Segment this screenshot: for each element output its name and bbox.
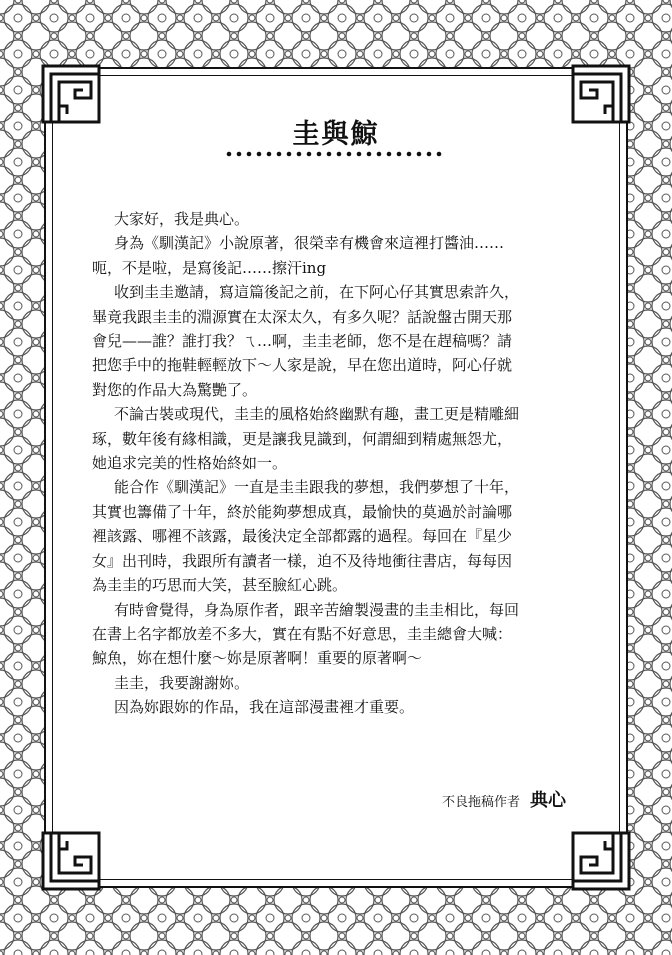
body-line: 女』出刊時，我跟所有讀者一樣，迫不及待地衝往書店，每每因: [92, 551, 513, 570]
author-signature: [442, 786, 566, 812]
body-line: 琢，數年後有緣相識，更是讓我見識到，何謂細到精處無怨尤，: [92, 429, 513, 448]
afterword-body: [92, 207, 584, 720]
body-line: 大家好，我是典心。: [114, 210, 250, 228]
body-line: 畢竟我跟圭圭的淵源實在太深太久，有多久呢？話說盤古開天那: [92, 307, 513, 326]
body-line: 有時會覺得，身為原作者，跟辛苦繪製漫畫的圭圭相比，每回: [114, 600, 520, 619]
body-line: 收到圭圭邀請，寫這篇後記之前，在下阿心仔其實思索許久，: [114, 283, 520, 302]
body-line: 鯨魚，妳在想什麼～妳是原著啊！重要的原著啊～: [92, 649, 423, 668]
title-dotted-divider: [226, 148, 448, 160]
signature-name: 典心: [530, 790, 566, 811]
body-line: 不論古裝或現代，圭圭的風格始終幽默有趣，畫工更是精雕細: [114, 405, 520, 424]
body-line: 呃，不是啦，是寫後記……擦汗ing: [92, 258, 327, 277]
body-line: 能合作《馴漢記》一直是圭圭跟我的夢想，我們夢想了十年，: [114, 478, 520, 497]
body-line: 因為妳跟妳的作品，我在這部漫畫裡才重要。: [114, 698, 415, 717]
corner-ornament-bottom-right: [570, 830, 632, 892]
body-line: 會兒——誰？誰打我？ㄟ…啊，圭圭老師，您不是在趕稿嗎？請: [92, 332, 513, 351]
body-line: 其實也籌備了十年，終於能夠夢想成真，最愉快的莫過於討論哪: [92, 502, 513, 521]
body-line: 在書上名字都放差不多大，實在有點不好意思，圭圭總會大喊：: [92, 624, 513, 643]
body-line: 對您的作品大為驚艷了。: [92, 380, 258, 399]
corner-ornament-bottom-left: [40, 830, 102, 892]
body-line: 裡該露、哪裡不該露，最後決定全部都露的過程。每回在『星少: [92, 527, 513, 546]
body-line: 她追求完美的性格始終如一。: [92, 454, 288, 473]
body-line: 身為《馴漢記》小說原著，很榮幸有機會來這裡打醬油……: [114, 234, 505, 253]
body-line: 圭圭，我要謝謝妳。: [114, 673, 250, 692]
body-line: 把您手中的拖鞋輕輕放下～人家是說，早在您出道時，阿心仔就: [92, 356, 513, 375]
body-line: 為圭圭的巧思而大笑，甚至臉紅心跳。: [92, 576, 348, 595]
page-title: 圭與鯨: [292, 119, 380, 150]
signature-role: 不良拖稿作者: [441, 795, 520, 810]
